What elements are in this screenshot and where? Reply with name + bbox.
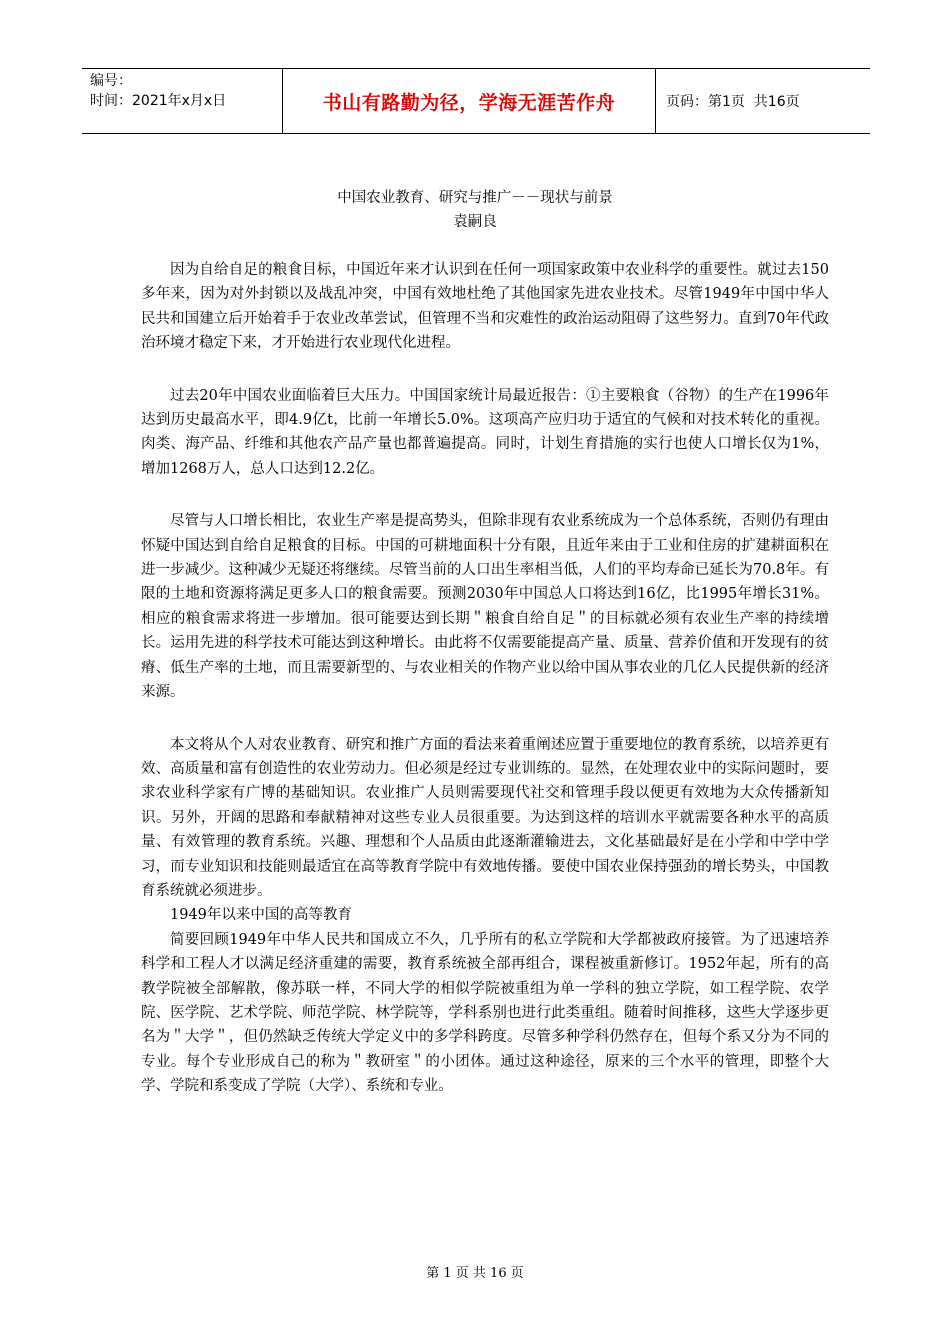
paragraph: 过去20年中国农业面临着巨大压力。中国国家统计局最近报告：①主要粮食（谷物）的生产在1996年达到历史最高水平，即4.9亿t，比前一年增长5.0%。这项高产应归功于适宜的气候和对技术转化的重视。肉类、海产品、纤维和其他农产品产量也都普遍提高。同时，计划生育措施的实行也使人口增长仅为1%，增加1268万人，总人口达到12.2亿。 <box>141 387 829 477</box>
header-meta <box>82 69 282 133</box>
header-table <box>82 68 870 134</box>
document-title: 中国农业教育、研究与推广－－现状与前景 <box>337 190 613 206</box>
date-label: 时间：2021年x月x日 <box>90 93 227 109</box>
paragraph: 本文将从个人对农业教育、研究和推广方面的看法来着重阐述应置于重要地位的教育系统，以培养更有效、高质量和富有创造性的农业劳动力。但必须是经过专业训练的。显然，在处理农业中的实际问题时，要求农业科学家有广博的基础知识。农业推广人员则需要现代社交和管理手段以便更有效地为大众传播新知识。另外，开阔的思路和奉献精神对这些专业人员很重要。为达到这样的培训水平就需要各种水平的高质量、有效管理的教育系统。兴趣、理想和个人品质由此逐渐灌输进去，文化基础最好是在小学和中学中学习，而专业知识和技能则最适宜在高等教育学院中有效地传播。要使中国农业保持强劲的增长势头，中国教育系统就必须进步。 <box>141 736 829 899</box>
paragraph: 因为自给自足的粮食目标，中国近年来才认识到在任何一项国家政策中农业科学的重要性。就过去150多年来，因为对外封锁以及战乱冲突，中国有效地杜绝了其他国家先进农业技术。尽管1949年中国中华人民共和国建立后开始着手于农业改革尝试，但管理不当和灾难性的政治运动阻碍了这些努力。直到70年代政治环境才稳定下来，才开始进行农业现代化进程。 <box>141 262 829 352</box>
title-block <box>0 186 950 234</box>
paragraph: 简要回顾1949年中华人民共和国成立不久，几乎所有的私立学院和大学都被政府接管。为了迅速培养科学和工程人才以满足经济重建的需要，教育系统被全部再组合，课程被重新修订。1952年起，所有的高教学院被全部解散，像苏联一样，不同大学的相似学院被重组为单一学科的独立学院，如工程学院、农学院、医学院、艺术学院、师范学院、林学院等，学科系别也进行此类重组。随着时间推移，这些大学逐步更名为＂大学＂，但仍然缺乏传统大学定义中的多学科跨度。尽管多种学科仍然存在，但每个系又分为不同的专业。每个专业形成自己的称为＂教研室＂的小团体。通过这种途径，原来的三个水平的管理，即整个大学、学院和系变成了学院（大学）、系统和专业。 <box>141 931 829 1095</box>
paragraph: 尽管与人口增长相比，农业生产率是提高势头，但除非现有农业系统成为一个总体系统，否则仍有理由怀疑中国达到自给自足粮食的目标。中国的可耕地面积十分有限，且近年来由于工业和住房的扩建耕面积在进一步减少。这种减少无疑还将继续。尽管当前的人口出生率相当低，人们的平均寿命已延长为70.8年。有限的土地和资源将满足更多人口的粮食需要。预测2030年中国总人口将达到16亿，比1995年增长31%。相应的粮食需求将进一步增加。很可能要达到长期＂粮食自给自足＂的目标就必须有农业生产率的持续增长。运用先进的科学技术可能达到这种增长。由此将不仅需要能提高产量、质量、营养价值和开发现有的贫瘠、低生产率的土地，而且需要新型的、与农业相关的作物产业以给中国从事农业的几亿人民提供新的经济来源。 <box>141 513 829 701</box>
body-text <box>141 258 829 1099</box>
header-motto: 书山有路勤为径，学海无涯苦作舟 <box>282 69 656 133</box>
document-author: 袁嗣良 <box>453 214 497 230</box>
number-label: 编号： <box>90 73 132 89</box>
section-heading: 1949年以来中国的高等教育 <box>170 907 352 924</box>
page-footer: 第 1 页 共 16 页 <box>426 1266 524 1281</box>
header-page-info: 页码：第1页 共16页 <box>666 94 800 110</box>
